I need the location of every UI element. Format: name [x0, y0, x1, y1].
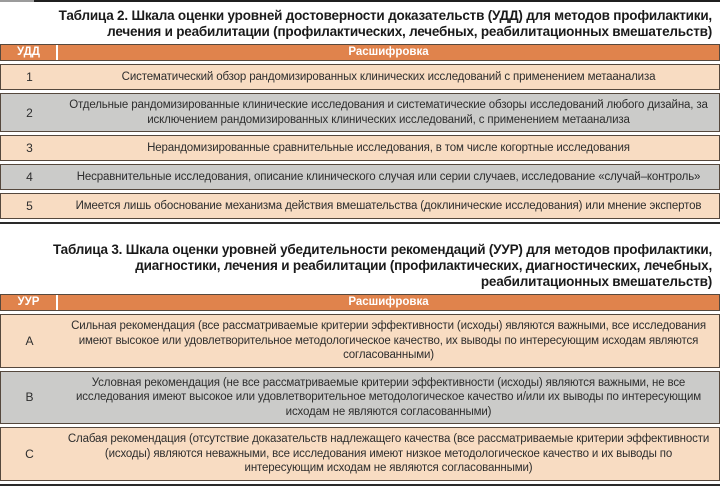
description-cell: Отдельные рандомизированные клинические исследования и систематические обзоры исследований любого дизайна, за исключением рандомизированных клинических исследований, с применением метаанализа — [69, 99, 708, 126]
level-cell: C — [25, 446, 34, 461]
table2-header-row — [0, 44, 720, 61]
table2 — [0, 44, 720, 224]
level-cell: 4 — [26, 170, 33, 184]
level-cell: B — [25, 390, 34, 405]
table-row — [0, 193, 720, 219]
table-row — [0, 427, 720, 481]
table-row — [0, 371, 720, 425]
table-row — [0, 64, 720, 90]
description-cell: Сильная рекомендация (все рассматриваемые критерии эффективности (исходы) являются важными, все исследования имеют высокое или удовлетворительное методологическое качество, их выводы по интересующим исходам являются согласованными) — [71, 320, 706, 361]
table3-title: Таблица 3. Шкала оценки уровней убедительности рекомендаций (УУР) для методов профилактики, диагностики, лечения и реабилитации (профилактических, диагностических, лечебных, реабилитационных вмешательств) — [52, 242, 712, 289]
description-cell: Нерандомизированные сравнительные исследования, в том числе когортные исследования — [147, 141, 630, 154]
table-row — [0, 93, 720, 132]
level-cell: 2 — [26, 105, 33, 120]
table-row — [0, 135, 720, 161]
level-cell: A — [25, 333, 34, 348]
description-column-header: Расшифровка — [348, 46, 429, 58]
top-edge-line — [0, 0, 720, 2]
tables-gap — [0, 224, 720, 236]
table2-title: Таблица 2. Шкала оценки уровней достоверности доказательств (УДД) для методов профилактики, лечения и реабилитации (профилактических, лечебных, реабилитационных вмешательств) — [58, 8, 712, 39]
table-row — [0, 164, 720, 190]
level-cell: 1 — [26, 70, 33, 84]
description-cell: Слабая рекомендация (отсутствие доказательств надлежащего качества (все рассматриваемые критерии эффективности (исходы) являются неважными, все исследования имеют низкое методологическое качество и их выводы по интересующим исходам не являются согласованными) — [67, 433, 710, 474]
description-column-header: Расшифровка — [348, 296, 429, 308]
level-cell: 3 — [26, 141, 33, 155]
table-row — [0, 314, 720, 368]
description-cell: Имеется лишь обоснование механизма действия вмешательства (доклинические исследования) или мнение экспертов — [75, 199, 702, 212]
level-cell: 5 — [26, 199, 33, 213]
table3 — [0, 294, 720, 486]
table3-header-row — [0, 294, 720, 311]
table3-bottom-rule — [0, 484, 720, 486]
udd-column-header: УДД — [1, 45, 58, 60]
description-cell: Условная рекомендация (не все рассматриваемые критерии эффективности (исходы) являются важными, не все исследования имеют высокое или удовлетворительное методологическое качество и/или их выводы по интересующим исходам не являются согласованными) — [75, 376, 702, 418]
description-cell: Систематический обзор рандомизированных клинических исследований с применением метаанализа — [121, 70, 656, 83]
description-cell: Несравнительные исследования, описание клинического случая или серии случаев, исследование «случай–контроль» — [76, 170, 701, 183]
uur-column-header: УУР — [1, 295, 58, 310]
